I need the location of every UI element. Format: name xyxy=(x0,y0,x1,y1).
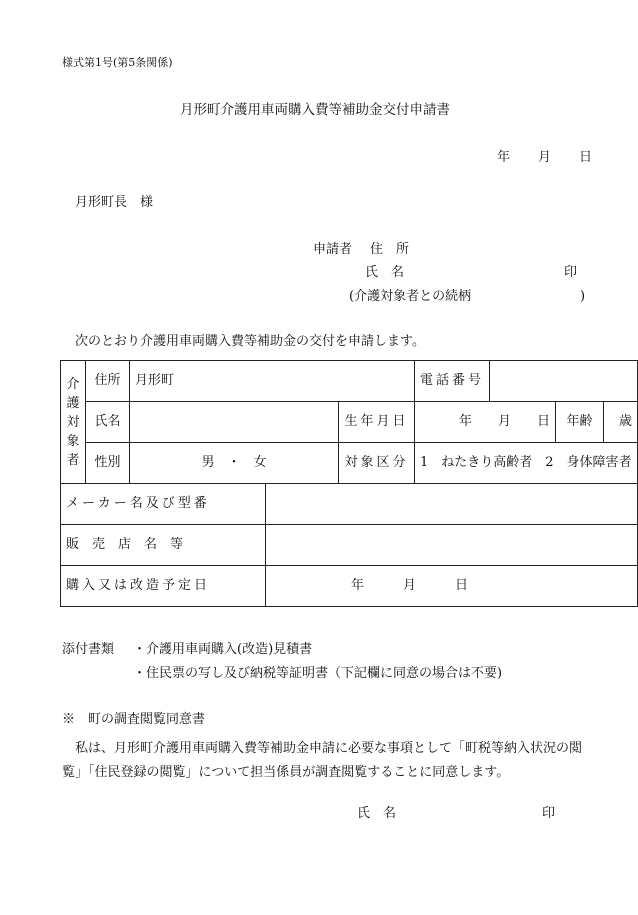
dealer-field[interactable] xyxy=(266,525,638,566)
applicant-name-label: 氏 名 xyxy=(365,265,405,280)
birthdate-field[interactable]: 年 月 日 xyxy=(415,402,556,443)
form-number: 様式第1号(第5条関係) xyxy=(62,56,173,69)
intro-text: 次のとおり介護用車両購入費等補助金の交付を申請します。 xyxy=(75,334,425,349)
phone-field[interactable] xyxy=(490,361,638,402)
purchase-date-label: 購入又は改造予定日 xyxy=(61,566,266,607)
birthdate-label: 生年月日 xyxy=(339,402,415,443)
address-label: 住所 xyxy=(86,361,130,402)
dealer-label: 販売店名等 xyxy=(61,525,266,566)
consent-text: 私は、月形町介護用車両購入費等補助金申請に必要な事項として「町税等納入状況の閲覧」「住民登録の閲覧」について担当係員が調査閲覧することに同意します。 xyxy=(62,741,583,780)
category-label: 対象区分 xyxy=(339,443,415,484)
consent-name-label: 氏 名 xyxy=(357,806,397,821)
date-month: 月 xyxy=(538,150,552,165)
age-label: 年齢 xyxy=(556,402,604,443)
applicant-label: 申請者 xyxy=(313,242,353,257)
sex-label: 性別 xyxy=(86,443,130,484)
attachment-item: ・介護用車両購入(改造)見積書 xyxy=(133,642,313,657)
care-recipient-section-label: 介護対象者 xyxy=(61,361,86,484)
applicant-relation-label: (介護対象者との続柄 xyxy=(349,289,472,304)
attachments-label: 添付書類 xyxy=(62,642,115,657)
name-label: 氏名 xyxy=(86,402,130,443)
maker-model-field[interactable] xyxy=(266,484,638,525)
addressee: 月形町長 様 xyxy=(75,195,154,210)
date-year: 年 xyxy=(497,150,511,165)
consent-seal: 印 xyxy=(542,806,556,821)
maker-model-label: メーカー名及び型番 xyxy=(61,484,266,525)
category-field[interactable]: 1 ねたきり高齢者 2 身体障害者 xyxy=(415,443,638,484)
name-field[interactable] xyxy=(130,402,339,443)
phone-label: 電話番号 xyxy=(415,361,490,402)
application-table xyxy=(60,360,638,607)
applicant-address-label: 住 所 xyxy=(370,242,410,257)
applicant-relation-close: ) xyxy=(580,289,586,304)
purchase-date-field[interactable]: 年 月 日 xyxy=(266,566,638,607)
attachment-item: ・住民票の写し及び納税等証明書（下記欄に同意の場合は不要) xyxy=(133,666,503,681)
page-title: 月形町介護用車両購入費等補助金交付申請書 xyxy=(180,102,450,118)
age-field[interactable]: 歳 xyxy=(604,402,638,443)
date-day: 日 xyxy=(579,150,593,165)
sex-field[interactable]: 男 ・ 女 xyxy=(130,443,339,484)
consent-title: ※ 町の調査閲覧同意書 xyxy=(62,712,206,727)
address-field[interactable]: 月形町 xyxy=(130,361,415,402)
date-line xyxy=(497,150,592,166)
applicant-seal: 印 xyxy=(564,265,578,280)
